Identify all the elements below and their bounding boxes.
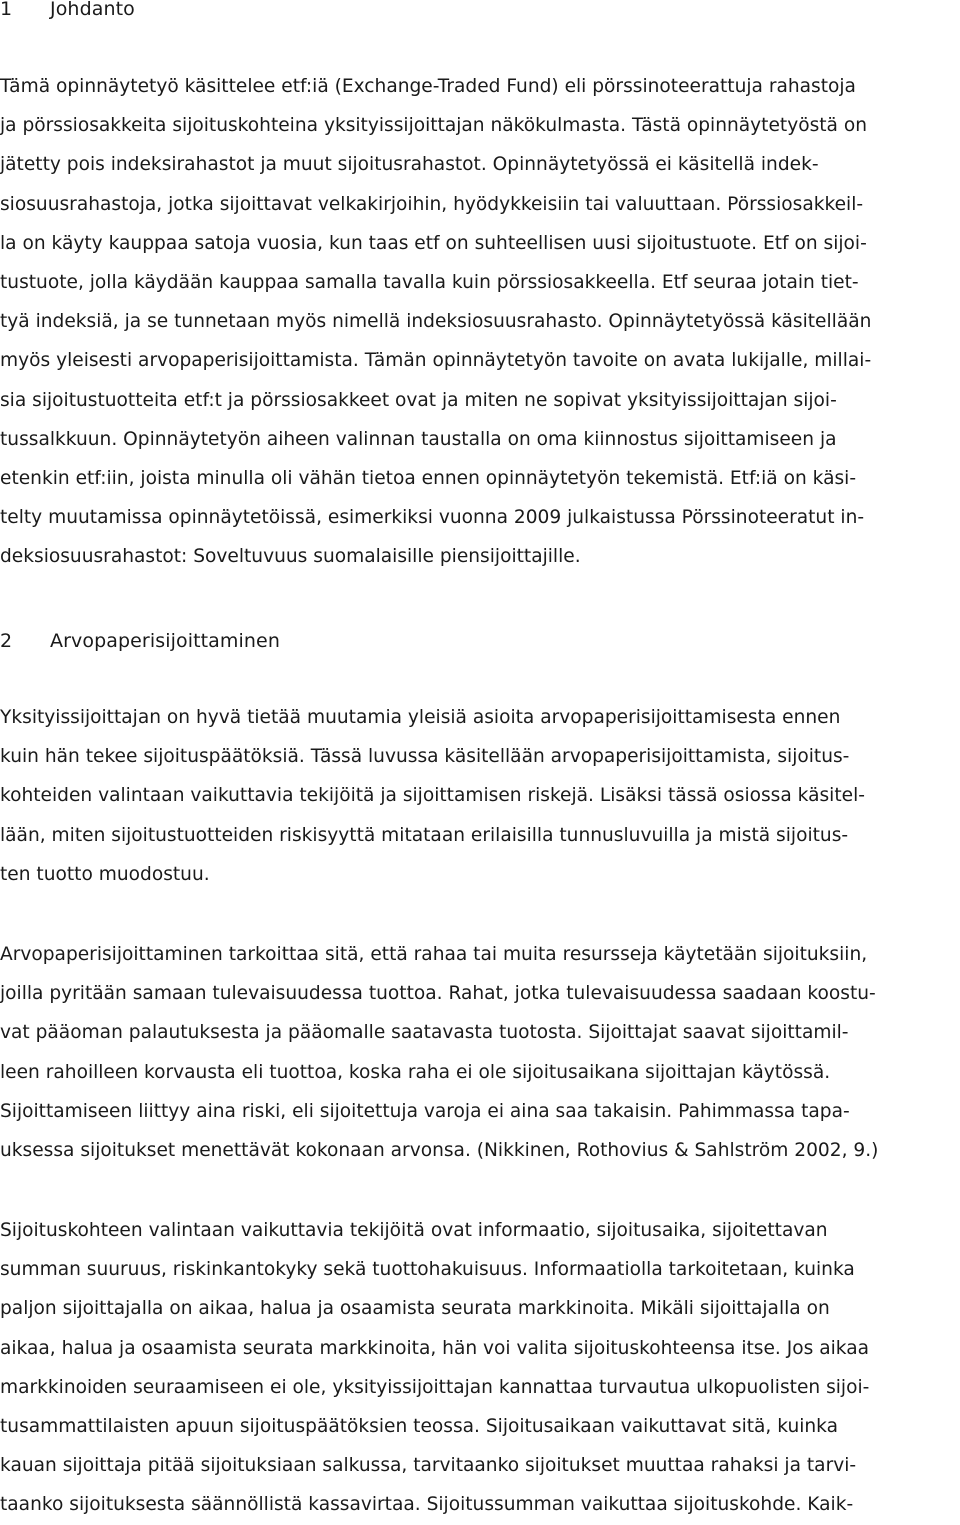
paragraph-selection-factors bbox=[0, 1211, 960, 1525]
paragraph-line: ten tuotto muodostuu. bbox=[0, 863, 210, 885]
paragraph-line: lään, miten sijoitustuotteiden riskisyyttä mitataan erilaisilla tunnusluvuilla ja mistä sijoitus- bbox=[0, 824, 849, 846]
paragraph-line: myös yleisesti arvopaperisijoittamista. Tämän opinnäytetyön tavoite on avata lukijalle, millai- bbox=[0, 350, 872, 372]
paragraph-line: joilla pyritään samaan tulevaisuudessa tuottoa. Rahat, jotka tulevaisuudessa saadaan koostu- bbox=[0, 983, 876, 1005]
paragraph-line: telty muutamissa opinnäytetöissä, esimerkiksi vuonna 2009 julkaistussa Pörssinoteeratut in- bbox=[0, 507, 865, 529]
paragraph-line: Arvopaperisijoittaminen tarkoittaa sitä, että rahaa tai muita resursseja käytetään sijoituksiin, bbox=[0, 944, 868, 965]
paragraph-line: taanko sijoituksesta säännöllistä kassavirtaa. Sijoitussumman vaikuttaa sijoituskohde. Kaik- bbox=[0, 1494, 854, 1516]
paragraph-line: kuin hän tekee sijoituspäätöksiä. Tässä luvussa käsitellään arvopaperisijoittamista, sijoitus- bbox=[0, 746, 850, 768]
paragraph-investing-definition bbox=[0, 935, 960, 1170]
paragraph-line: tustuote, jolla käydään kauppaa samalla tavalla kuin pörssiosakkeella. Etf seuraa jotain tiet- bbox=[0, 271, 859, 293]
heading-number: 1 bbox=[0, 0, 13, 20]
paragraph-line: leen rahoilleen korvausta eli tuottoa, koska raha ei ole sijoitusaikana sijoittajan käytössä. bbox=[0, 1061, 831, 1083]
paragraph-investing-basics bbox=[0, 698, 960, 894]
paragraph-line: tusammattilaisten apuun sijoituspäätöksien teossa. Sijoitusaikaan vaikuttavat sitä, kuinka bbox=[0, 1415, 839, 1437]
section-heading-2 bbox=[0, 629, 280, 653]
paragraph-line: Yksityissijoittajan on hyvä tietää muutamia yleisiä asioita arvopaperisijoittamisesta ennen bbox=[0, 707, 841, 728]
paragraph-line: markkinoiden seuraamiseen ei ole, yksityissijoittajan kannattaa turvautua ulkopuolisten sijoi- bbox=[0, 1376, 870, 1398]
paragraph-line: jätetty pois indeksirahastot ja muut sijoitusrahastot. Opinnäytetyössä ei käsitellä indek- bbox=[0, 154, 819, 176]
paragraph-line: kohteiden valintaan vaikuttavia tekijöitä ja sijoittamisen riskejä. Lisäksi tässä osiossa käsitel- bbox=[0, 785, 865, 807]
paragraph-line: siosuusrahastoja, jotka sijoittavat velkakirjoihin, hyödykkeisiin tai valuuttaan. Pörssiosakkeil- bbox=[0, 193, 864, 215]
paragraph-line: Tämä opinnäytetyö käsittelee etf:iä (Exchange-Traded Fund) eli pörssinoteerattuja rahastoja bbox=[0, 76, 856, 97]
section-heading-1 bbox=[0, 0, 135, 21]
paragraph-line: Sijoittamiseen liittyy aina riski, eli sijoitettuja varoja ei aina saa takaisin. Pahimmassa tapa- bbox=[0, 1100, 850, 1122]
paragraph-intro bbox=[0, 67, 960, 576]
paragraph-line: vat pääoman palautuksesta ja pääomalle saatavasta tuotosta. Sijoittajat saavat sijoittamil- bbox=[0, 1022, 849, 1044]
paragraph-line: Sijoituskohteen valintaan vaikuttavia tekijöitä ovat informaatio, sijoitusaika, sijoitettavan bbox=[0, 1220, 828, 1241]
heading-title: Johdanto bbox=[50, 0, 135, 20]
paragraph-line: deksiosuusrahastot: Soveltuvuus suomalaisille piensijoittajille. bbox=[0, 546, 581, 568]
paragraph-line: kauan sijoittaja pitää sijoituksiaan salkussa, tarvitaanko sijoitukset muuttaa rahaksi ja tarvi- bbox=[0, 1455, 857, 1477]
paragraph-line: aikaa, halua ja osaamista seurata markkinoita, hän voi valita sijoituskohteensa itse. Jos aikaa bbox=[0, 1337, 869, 1359]
paragraph-line: etenkin etf:iin, joista minulla oli vähän tietoa ennen opinnäytetyön tekemistä. Etf:iä on käsi- bbox=[0, 467, 857, 489]
paragraph-line: summan suuruus, riskinkantokyky sekä tuottohakuisuus. Informaatiolla tarkoitetaan, kuinka bbox=[0, 1259, 855, 1281]
paragraph-line: paljon sijoittajalla on aikaa, halua ja osaamista seurata markkinoita. Mikäli sijoittajalla on bbox=[0, 1298, 830, 1320]
heading-title: Arvopaperisijoittaminen bbox=[50, 630, 280, 652]
paragraph-line: sia sijoitustuotteita etf:t ja pörssiosakkeet ovat ja miten ne sopivat yksityissijoittajan sijoi- bbox=[0, 389, 837, 411]
paragraph-line: ja pörssiosakkeita sijoituskohteina yksityissijoittajan näkökulmasta. Tästä opinnäytetyöstä on bbox=[0, 115, 868, 137]
paragraph-line: uksessa sijoitukset menettävät kokonaan arvonsa. (Nikkinen, Rothovius & Sahlström 2002, 9.) bbox=[0, 1139, 879, 1161]
heading-number: 2 bbox=[0, 630, 13, 652]
paragraph-line: la on käyty kauppaa satoja vuosia, kun taas etf on suhteellisen uusi sijoitustuote. Etf on sijoi- bbox=[0, 232, 867, 254]
paragraph-line: tussalkkuun. Opinnäytetyön aiheen valinnan taustalla on oma kiinnostus sijoittamiseen ja bbox=[0, 428, 837, 450]
paragraph-line: tyä indeksiä, ja se tunnetaan myös nimellä indeksiosuusrahasto. Opinnäytetyössä käsitellään bbox=[0, 311, 872, 333]
